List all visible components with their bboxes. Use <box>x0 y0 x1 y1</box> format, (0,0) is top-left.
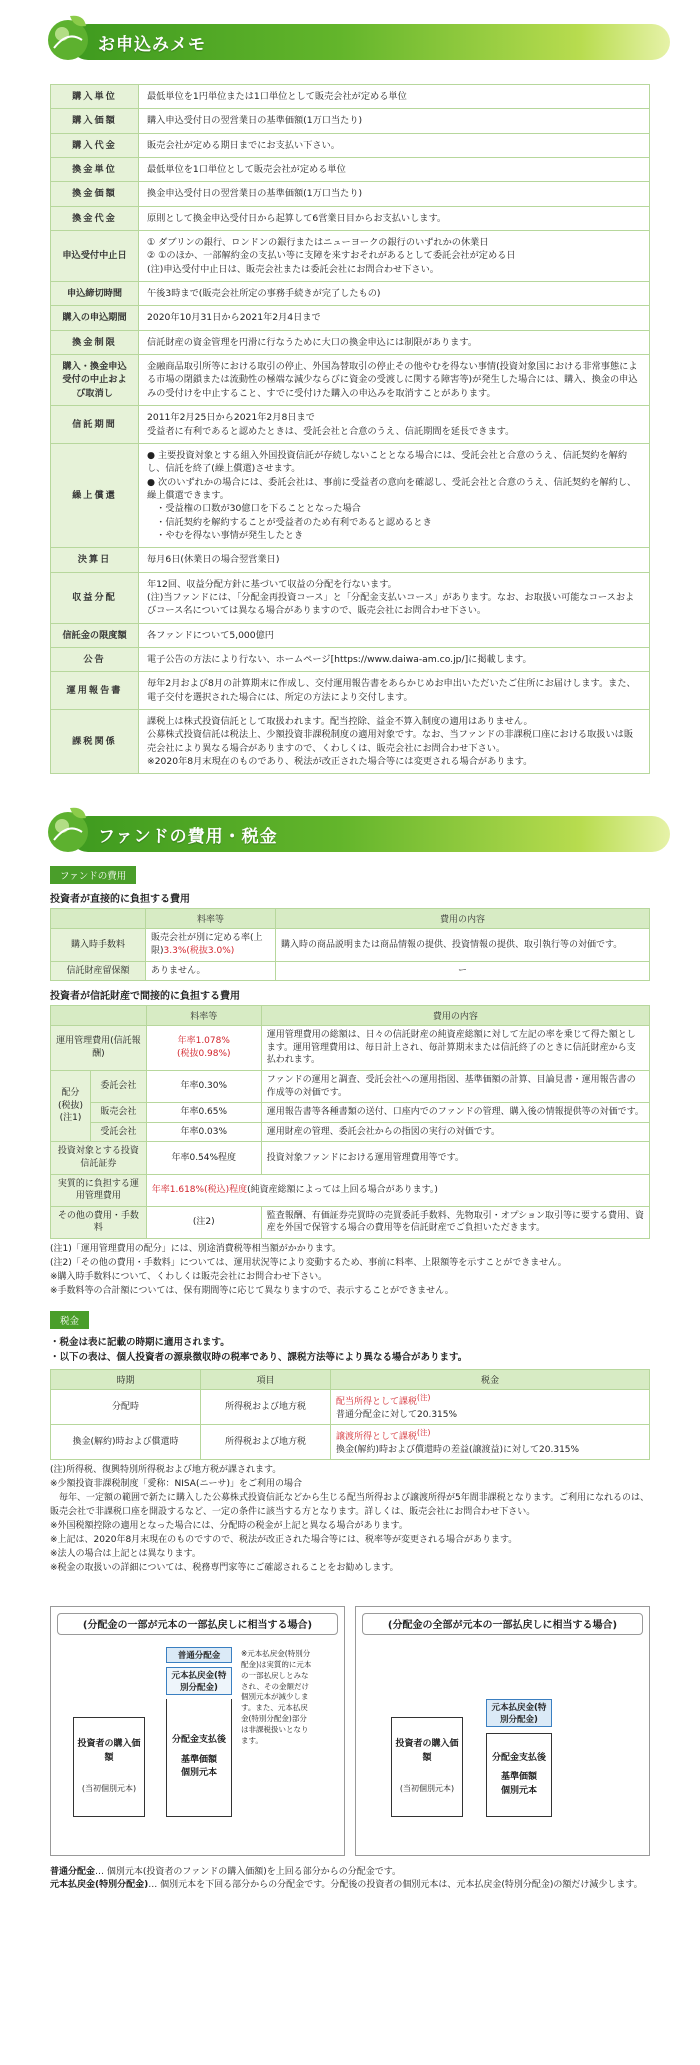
memo-row <box>51 443 650 547</box>
real-cost-value: 年率1.618%(税込)程度(純資産総額によっては上回る場合があります。) <box>146 1174 649 1206</box>
memo-value: 午後3時まで(販売会社所定の事務手続きが完了したもの) <box>139 282 650 306</box>
memo-row <box>51 406 650 444</box>
memo-key: 繰上償還 <box>51 443 139 547</box>
after-dist-box: 分配金支払後 基準価額 個別元本 <box>486 1733 552 1817</box>
memo-row <box>51 647 650 671</box>
memo-row <box>51 710 650 774</box>
tax-table: 時期 項目 税金 分配時 所得税および地方税 配当所得として課税$^{(注)}$ 普通分配金に対して20.315% 換金(解約)時および償還時 所得税および地方税 譲渡所得として課税$^{(注)}$ 換金(解約)時および償還時の差益(譲渡益)に対して20.315% <box>50 1369 650 1460</box>
memo-value: 年12回、収益分配方針に基づいて収益の分配を行ないます。 (注)当ファンドには、「分配金再投資コース」と「分配金支払いコース」があります。なお、お取扱い可能なコースおよびコース名については異なる場合がありますので、販売会社にお問合わせ下さい。 <box>139 572 650 623</box>
memo-key: 運用報告書 <box>51 672 139 710</box>
left-panel <box>50 1606 345 1856</box>
memo-key: 購入の申込期間 <box>51 306 139 330</box>
memo-value: 金融商品取引所等における取引の停止、外国為替取引の停止その他やむを得ない事情(投資対象国における非常事態による市場の閉鎖または流動性の極端な減少ならびに資金の受渡しに関する障害等)が発生した場合には、購入、換金の申込みの受付けを中止すること、すでに受付けた購入の申込みを取消すことがあります。 <box>139 355 650 406</box>
definitions: 普通分配金… 個別元本(投資者のファンドの購入価額)を上回る部分からの分配金です。 元本払戻金(特別分配金)… 個別元本を下回る部分からの分配金です。分配後の投資者の個別元本は、元本払戻金(特別分配金)の額だけ減少します。 <box>50 1866 643 1891</box>
side-note: ※元本払戻金(特別分配金)は実質的に元本の一部払戻しとみなされ、その金額だけ個別元本が減少します。また、元本払戻金(特別分配金)部分は非課税扱いとなります。 <box>241 1648 312 1745</box>
memo-key: 公告 <box>51 647 139 671</box>
buy-fee-rate: 販売会社が別に定める率(上限)3.3%(税抜3.0%) <box>146 929 276 961</box>
fees-pill: ファンドの費用 <box>50 866 136 884</box>
memo-row <box>51 572 650 623</box>
distribution-diagram <box>50 1606 650 1856</box>
retention-rate: ありません。 <box>146 961 276 981</box>
memo-value: 購入申込受付日の翌営業日の基準価額(1万口当たり) <box>139 109 650 133</box>
memo-value: 課税上は株式投資信託として取扱われます。配当控除、益金不算入制度の適用はありません。 公募株式投資信託は税法上、少額投資非課税制度の適用対象です。なお、当ファンドの非課税口座における取扱いは販売会社により異なる場合がありますので、くわしくは、販売会社にお問合わせ下さい。 ※2020年8月末現在のものであり、税法が改正された場合等には変更される場合があります。 <box>139 710 650 774</box>
note-line: (注1)「運用管理費用の配分」には、別途消費税等相当額がかかります。 <box>50 1243 342 1254</box>
memo-key: 申込締切時間 <box>51 282 139 306</box>
left-panel-title: (分配金の一部が元本の一部払戻しに相当する場合) <box>57 1613 338 1635</box>
retention-label: 信託財産留保額 <box>51 961 146 981</box>
tax-pill: 税金 <box>50 1311 89 1329</box>
memo-value: 最低単位を1口単位として販売会社が定める単位 <box>139 158 650 182</box>
memo-title: お申込みメモ <box>98 35 206 55</box>
globe-leaf-icon <box>40 10 100 70</box>
memo-key: 購入代金 <box>51 133 139 157</box>
memo-row <box>51 282 650 306</box>
target-label: 投資対象とする投資信託証券 <box>51 1142 147 1174</box>
after-dist-box: 分配金支払後 基準価額 個別元本 <box>166 1699 232 1817</box>
memo-value: 電子公告の方法により行ない、ホームページ[https://www.daiwa-am.co.jp/]に掲載します。 <box>139 647 650 671</box>
memo-value: ① ダブリンの銀行、ロンドンの銀行またはニューヨークの銀行のいずれかの休業日 ② ①のほか、一部解約金の支払い等に支障を来すおそれがあるとして委託会社が定める日 (注)申込受付中止日は、販売会社または委託会社にお問合わせ下さい。 <box>139 231 650 282</box>
memo-key: 信託金の限度額 <box>51 623 139 647</box>
note-line: ※税金の取扱いの詳細については、税務専門家等にご確認されることをお勧めします。 <box>50 1562 399 1573</box>
memo-table <box>50 84 650 774</box>
memo-row <box>51 206 650 230</box>
right-panel <box>355 1606 650 1856</box>
memo-row <box>51 330 650 354</box>
note-line: ※少額投資非課税制度「愛称：NISA(ニーサ)」をご利用の場合 <box>50 1479 302 1490</box>
memo-value: ● 主要投資対象とする組入外国投資信託が存続しないこととなる場合には、受託会社と合意のうえ、信託契約を解約し、信託を終了(繰上償還)させます。 ● 次のいずれかの場合には、委託会社は、事前に受益者の意向を確認し、受託会社と合意のうえ、信託契約を解約し、繰上償還できます。 ・受益権の口数が30億口を下ることとなった場合 ・信託契約を解約することが受益者のため有利であると認めるとき ・やむを得ない事情が発生したとき <box>139 443 650 547</box>
memo-value: 信託財産の資金管理を円滑に行なうために大口の換金申込には制限があります。 <box>139 330 650 354</box>
memo-row <box>51 158 650 182</box>
memo-key: 換金制限 <box>51 330 139 354</box>
memo-row <box>51 109 650 133</box>
memo-value: 2020年10月31日から2021年2月4日まで <box>139 306 650 330</box>
note-line: (注)所得税、復興特別所得税および地方税が課されます。 <box>50 1465 282 1476</box>
indirect-title: 投資者が信託財産で間接的に負担する費用 <box>50 991 240 1003</box>
memo-value: 販売会社が定める期日までにお支払い下さい。 <box>139 133 650 157</box>
indirect-fee-table: 料率等 費用の内容 運用管理費用(信託報酬) 年率1.078% (税抜0.98%) 運用管理費用の総額は、日々の信託財産の純資産総額に対して左記の率を乗じて得た額とします。運用管理費用は、毎日計上され、毎計算期末または信託終了のときに信託財産から支払われます。 配分(税抜)(注1) 委託会社 年率0.30% ファンドの運用と調査、受託会社への運用指図、基準価額の計算、目論見書・運用報告書の作成等の対価です。 販売会社 年率0.65% 運用報告書等各種書類の送付、口座内でのファンドの管理、購入後の情報提供等の対価です。 受託会社 年率0.03% 運用財産の管理、委託会社からの指図の実行の対価です。 投資対象とする投資信託証券 年率0.54%程度 投資対象ファンドにおける運用管理費用等です。 実質的に負担する運用管理費用 年率1.618%(税込)程度(純資産総額によっては上回る場合があります。) その他の費用・手数料 (注2) 監査報酬、有価証券売買時の売買委託手数料、先物取引・オプション取引等に要する費用、資産を外国で保管する場合の費用等を信託財産でご負担いただきます。 <box>50 1005 650 1239</box>
alloc-label: 配分(税抜)(注1) <box>51 1070 91 1141</box>
fees-banner <box>40 802 670 862</box>
memo-key: 収益分配 <box>51 572 139 623</box>
real-cost-label: 実質的に負担する運用管理費用 <box>51 1174 147 1206</box>
memo-value: 最低単位を1円単位または1口単位として販売会社が定める単位 <box>139 85 650 109</box>
memo-key: 購入単位 <box>51 85 139 109</box>
memo-row <box>51 548 650 572</box>
direct-title: 投資者が直接的に負担する費用 <box>50 894 190 906</box>
memo-key: 課税関係 <box>51 710 139 774</box>
memo-row <box>51 672 650 710</box>
mgmt-fee-rate: 年率1.078% (税抜0.98%) <box>146 1026 261 1071</box>
memo-row <box>51 623 650 647</box>
memo-key: 換金単位 <box>51 158 139 182</box>
memo-key: 換金価額 <box>51 182 139 206</box>
fee-notes <box>50 1243 650 1299</box>
memo-row <box>51 306 650 330</box>
memo-value: 原則として換金申込受付日から起算して6営業日目からお支払いします。 <box>139 206 650 230</box>
memo-value: 換金申込受付日の翌営業日の基準価額(1万口当たり) <box>139 182 650 206</box>
principal-refund-label: 元本払戻金(特別分配金) <box>486 1699 552 1727</box>
note-line: ※法人の場合は上記とは異なります。 <box>50 1549 201 1559</box>
memo-banner <box>40 10 670 70</box>
mgmt-fee-label: 運用管理費用(信託報酬) <box>51 1026 147 1071</box>
fees-title: ファンドの費用・税金 <box>98 827 278 848</box>
mgmt-fee-content: 運用管理費用の総額は、日々の信託財産の純資産総額に対して左記の率を乗じて得た額とします。運用管理費用は、毎日計上され、毎計算期末または信託終了のときに信託財産から支払われます。 <box>261 1026 649 1071</box>
buy-fee-label: 購入時手数料 <box>51 929 146 961</box>
memo-value: 毎年2月および8月の計算期末に作成し、交付運用報告書をあらかじめお申出いただいたご住所にお届けします。また、電子交付を選択された場合には、所定の方法により交付します。 <box>139 672 650 710</box>
note-line: ※上記は、2020年8月末現在のものですので、税法が改正された場合等には、税率等が変更される場合があります。 <box>50 1535 518 1546</box>
normal-dist-label: 普通分配金 <box>166 1647 232 1663</box>
memo-row <box>51 231 650 282</box>
globe-leaf-icon <box>40 802 100 862</box>
tax-notes <box>50 1464 650 1576</box>
other-fee-label: その他の費用・手数料 <box>51 1206 147 1238</box>
memo-value: 2011年2月25日から2021年2月8日まで 受益者に有利であると認めたときは、受託会社と合意のうえ、信託期間を延長できます。 <box>139 406 650 444</box>
investor-price-box: 投資者の購入価額 (当初個別元本) <box>391 1717 463 1817</box>
col-content: 費用の内容 <box>276 909 650 929</box>
memo-row <box>51 182 650 206</box>
retention-content: ー <box>276 961 650 981</box>
memo-value: 各ファンドについて5,000億円 <box>139 623 650 647</box>
memo-key: 購入価額 <box>51 109 139 133</box>
note-line: 毎年、一定額の範囲で新たに購入した公募株式投資信託などから生じる配当所得および譲渡所得が5年間非課税となります。ご利用になれるのは、販売会社で非課税口座を開設するなど、一定の条件に該当する方となります。詳しくは、販売会社にお問合わせ下さい。 <box>50 1493 650 1518</box>
buy-fee-content: 購入時の商品説明または商品情報の提供、投資情報の提供、取引執行等の対価です。 <box>276 929 650 961</box>
memo-key: 購入・換金申込受付の中止および取消し <box>51 355 139 406</box>
right-panel-title: (分配金の全部が元本の一部払戻しに相当する場合) <box>362 1613 643 1635</box>
note-line: ※外国税額控除の適用となった場合には、分配時の税金が上記と異なる場合があります。 <box>50 1521 408 1532</box>
note-line: ※購入時手数料について、くわしくは販売会社にお問合わせ下さい。 <box>50 1271 328 1282</box>
memo-row <box>51 355 650 406</box>
memo-key: 換金代金 <box>51 206 139 230</box>
fees-section <box>50 862 650 1576</box>
principal-refund-label: 元本払戻金(特別分配金) <box>166 1667 232 1695</box>
memo-row <box>51 133 650 157</box>
col-rate: 料率等 <box>146 909 276 929</box>
memo-key: 信託期間 <box>51 406 139 444</box>
memo-row <box>51 85 650 109</box>
note-line: ※手数料等の合計額については、保有期間等に応じて異なりますので、表示することができません。 <box>50 1285 454 1296</box>
direct-fee-table <box>50 908 650 981</box>
note-line: (注2)「その他の費用・手数料」については、運用状況等により変動するため、事前に料率、上限額等を示すことができません。 <box>50 1257 567 1268</box>
memo-value: 毎月6日(休業日の場合翌営業日) <box>139 548 650 572</box>
memo-key: 申込受付中止日 <box>51 231 139 282</box>
memo-key: 決算日 <box>51 548 139 572</box>
tax-bullets: ・税金は表に記載の時期に適用されます。 ・以下の表は、個人投資者の源泉徴収時の税率であり、課税方法等により異なる場合があります。 <box>50 1336 468 1363</box>
investor-price-box: 投資者の購入価額 (当初個別元本) <box>73 1717 145 1817</box>
